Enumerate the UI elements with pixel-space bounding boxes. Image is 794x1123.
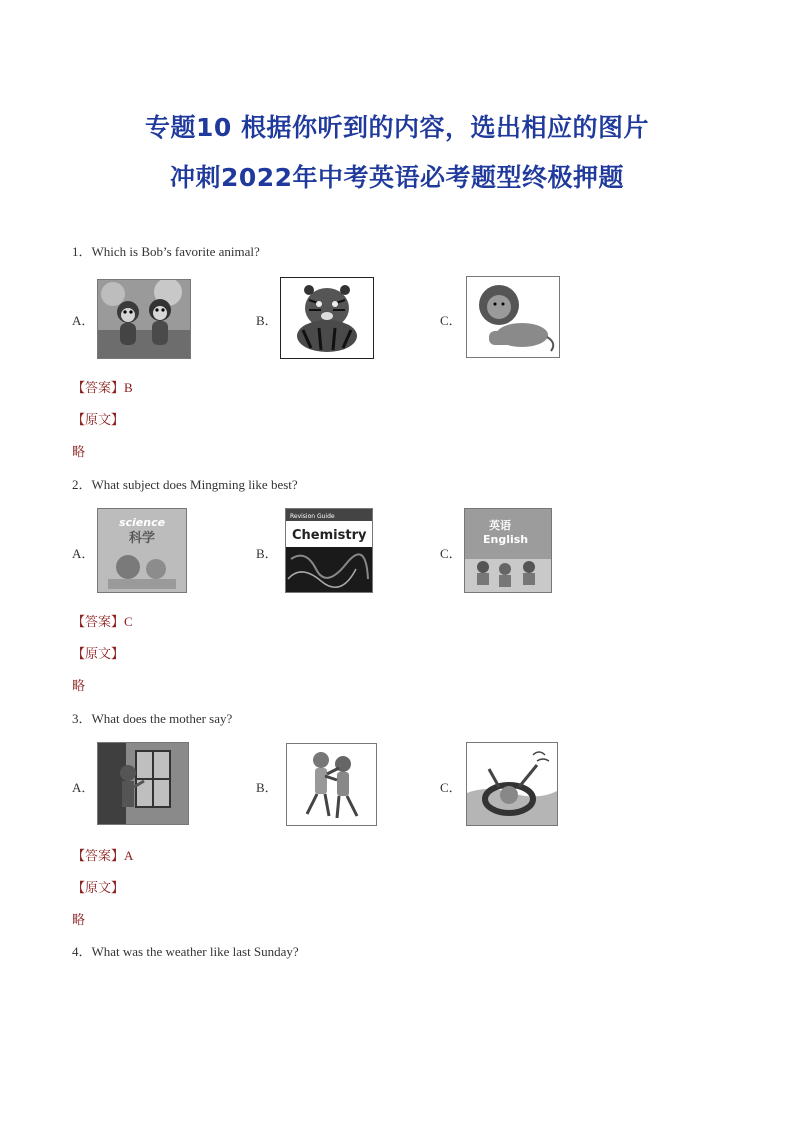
q2-option-a-science-book-image[interactable] bbox=[97, 508, 187, 593]
page-title-line1: 专题10 根据你听到的内容，选出相应的图片 bbox=[145, 113, 649, 142]
q3-option-a-label: A． bbox=[72, 780, 95, 795]
page-title-line2: 冲刺2022年中考英语必考题型终极押题 bbox=[169, 163, 625, 192]
q1-option-c-label: C． bbox=[440, 313, 462, 328]
answer-prefix: 【答案】 bbox=[72, 849, 125, 864]
q2-option-b-chemistry-book-image[interactable] bbox=[285, 508, 373, 593]
q1-option-a-monkeys-image[interactable] bbox=[97, 279, 191, 359]
chem-top-text: Revision Guide bbox=[290, 513, 335, 520]
q2-omitted: 略 bbox=[72, 679, 86, 694]
q3-option-c-swimming-image[interactable] bbox=[466, 742, 558, 826]
answer-prefix: 【答案】 bbox=[72, 381, 125, 396]
q2-option-c-label: C． bbox=[440, 546, 462, 561]
science-cn-text: 科学 bbox=[128, 531, 156, 546]
q2-option-c-english-book-image[interactable] bbox=[464, 508, 552, 593]
q3-option-c-label: C． bbox=[440, 780, 462, 795]
question-1-text: 1．Which is Bob’s favorite animal? bbox=[72, 244, 260, 259]
question-3-text: 3．What does the mother say? bbox=[72, 711, 233, 726]
q2-option-b-label: B． bbox=[256, 546, 278, 561]
eng-cn-text: 英语 bbox=[489, 519, 511, 532]
q2-option-a-label: A． bbox=[72, 546, 95, 561]
question-4-text: 4．What was the weather like last Sunday? bbox=[72, 944, 299, 959]
question-2-text: 2．What subject does Mingming like best? bbox=[72, 477, 298, 492]
answer-prefix: 【答案】 bbox=[72, 615, 125, 630]
q3-option-a-window-image[interactable] bbox=[97, 742, 189, 825]
q1-answer bbox=[72, 377, 133, 396]
q1-original-text-label: 【原文】 bbox=[72, 413, 125, 428]
chem-title-text: Chemistry bbox=[292, 528, 367, 543]
q3-answer bbox=[72, 845, 133, 864]
q1-option-b-label: B． bbox=[256, 313, 278, 328]
science-en-text: science bbox=[118, 516, 166, 529]
q1-answer-value: B bbox=[124, 380, 133, 395]
eng-en-text: English bbox=[483, 533, 529, 546]
q3-option-b-label: B． bbox=[256, 780, 278, 795]
q2-answer bbox=[72, 611, 133, 630]
q3-original-text-label: 【原文】 bbox=[72, 881, 125, 896]
q3-option-b-fighting-image[interactable] bbox=[286, 743, 377, 826]
q2-original-text-label: 【原文】 bbox=[72, 647, 125, 662]
q3-answer-value: A bbox=[124, 848, 134, 863]
q3-omitted: 略 bbox=[72, 913, 86, 928]
q2-answer-value: C bbox=[124, 614, 133, 629]
q1-omitted: 略 bbox=[72, 445, 86, 460]
q1-option-c-lion-image[interactable] bbox=[466, 276, 560, 358]
q1-option-a-label: A． bbox=[72, 313, 95, 328]
q1-option-b-tiger-image[interactable] bbox=[280, 277, 374, 359]
